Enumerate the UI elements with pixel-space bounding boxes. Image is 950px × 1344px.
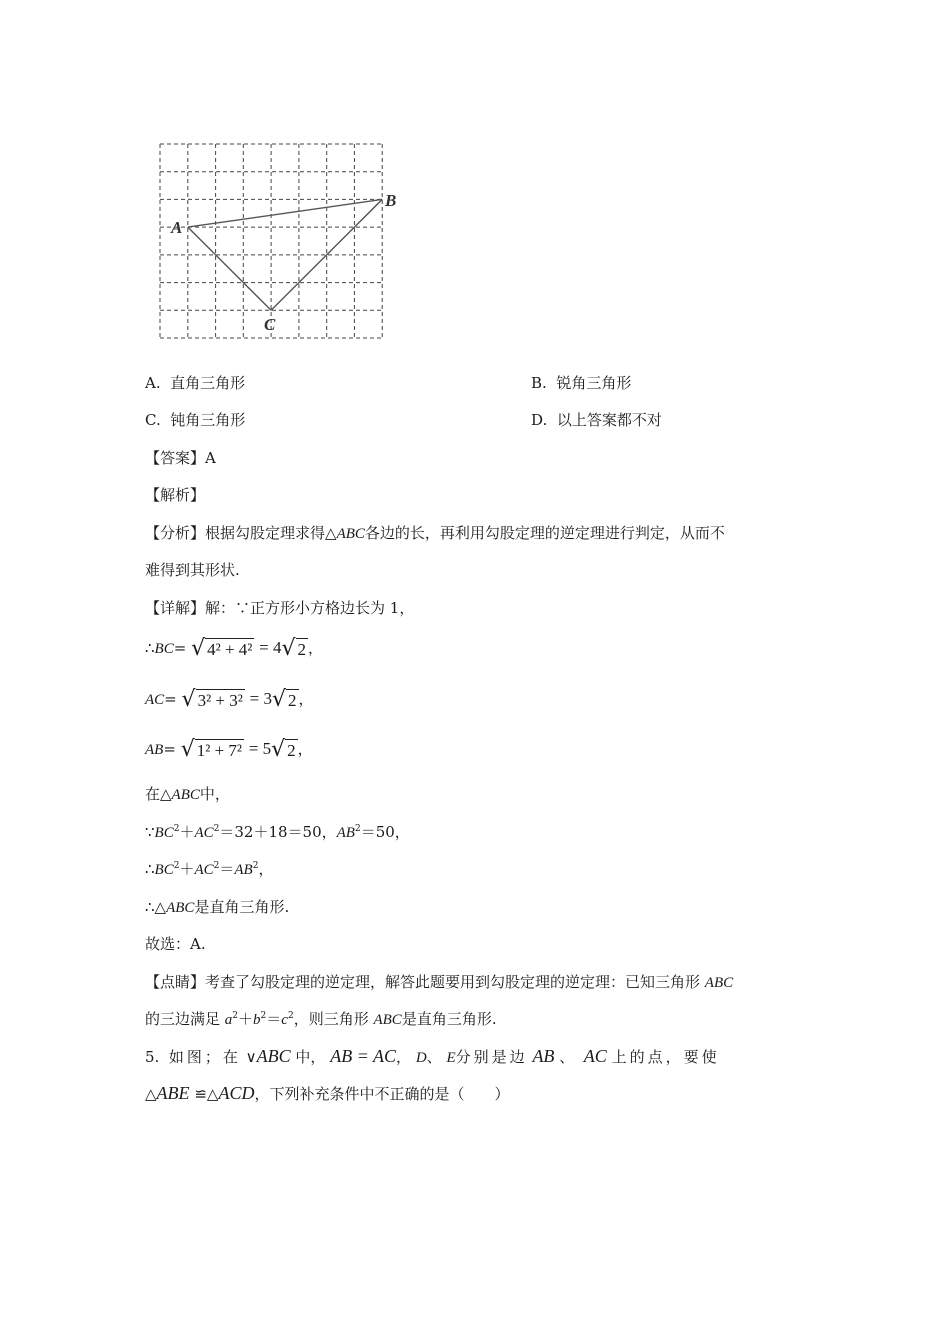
ac-equation: AC= √ 3² + 3² = 3 √ 2 ，: [145, 687, 314, 712]
question5-line-1: 5. 如图；在 ∨ABC 中， AB = AC， D、 E分别是边 AB 、 AC 上的点，要使: [145, 1046, 720, 1066]
analysis-heading: 【解析】: [145, 486, 206, 504]
therefore-line: $\therefore BC^2+AC^2=AB^2$，: [145, 860, 274, 878]
bc-equation: ∴BC= √ 4² + 4² = 4 √ 2 ，: [145, 636, 324, 661]
side-ab: [188, 199, 382, 227]
comment-line-2: 的三边满足 $a^2+b^2=c^2$，则三角形 ABC是直角三角形.: [145, 1010, 497, 1028]
detail-line: 【详解】解：∵正方形小方格边长为 1，: [145, 599, 415, 617]
option-a: A. 直角三角形: [145, 374, 246, 392]
label-c: C: [264, 315, 276, 334]
because-line: $\because BC^2+AC^2=32+18=50$，$AB^2=50$，: [145, 823, 410, 841]
label-b: B: [385, 191, 397, 210]
option-d: D. 以上答案都不对: [531, 411, 662, 429]
analysis-line-1: 【分析】根据勾股定理求得△ABC各边的长，再利用勾股定理的逆定理进行判定，从而不: [145, 524, 725, 542]
option-b: B. 锐角三角形: [531, 374, 632, 392]
comment-line-1: 【点睛】考查了勾股定理的逆定理，解答此题要用到勾股定理的逆定理：已知三角形 ABC: [145, 973, 734, 991]
in-triangle-line: 在△ABC中，: [145, 785, 230, 803]
conclusion-line: ∴△ABC是直角三角形.: [145, 898, 290, 916]
side-ca: [188, 227, 271, 310]
question5-line-2: △ABE ≌△ACD，下列补充条件中不正确的是（ ）: [145, 1083, 510, 1103]
analysis-line-2: 难得到其形状.: [145, 561, 240, 579]
option-c: C. 钝角三角形: [145, 411, 246, 429]
grid-figure: [150, 138, 400, 348]
answer-line: 【答案】A: [145, 449, 216, 467]
choose-line: 故选：A.: [145, 935, 206, 953]
grid-lines: [160, 144, 382, 338]
label-a: A: [171, 218, 183, 237]
ab-equation: AB= √ 1² + 7² = 5 √ 2 ，: [145, 737, 313, 762]
